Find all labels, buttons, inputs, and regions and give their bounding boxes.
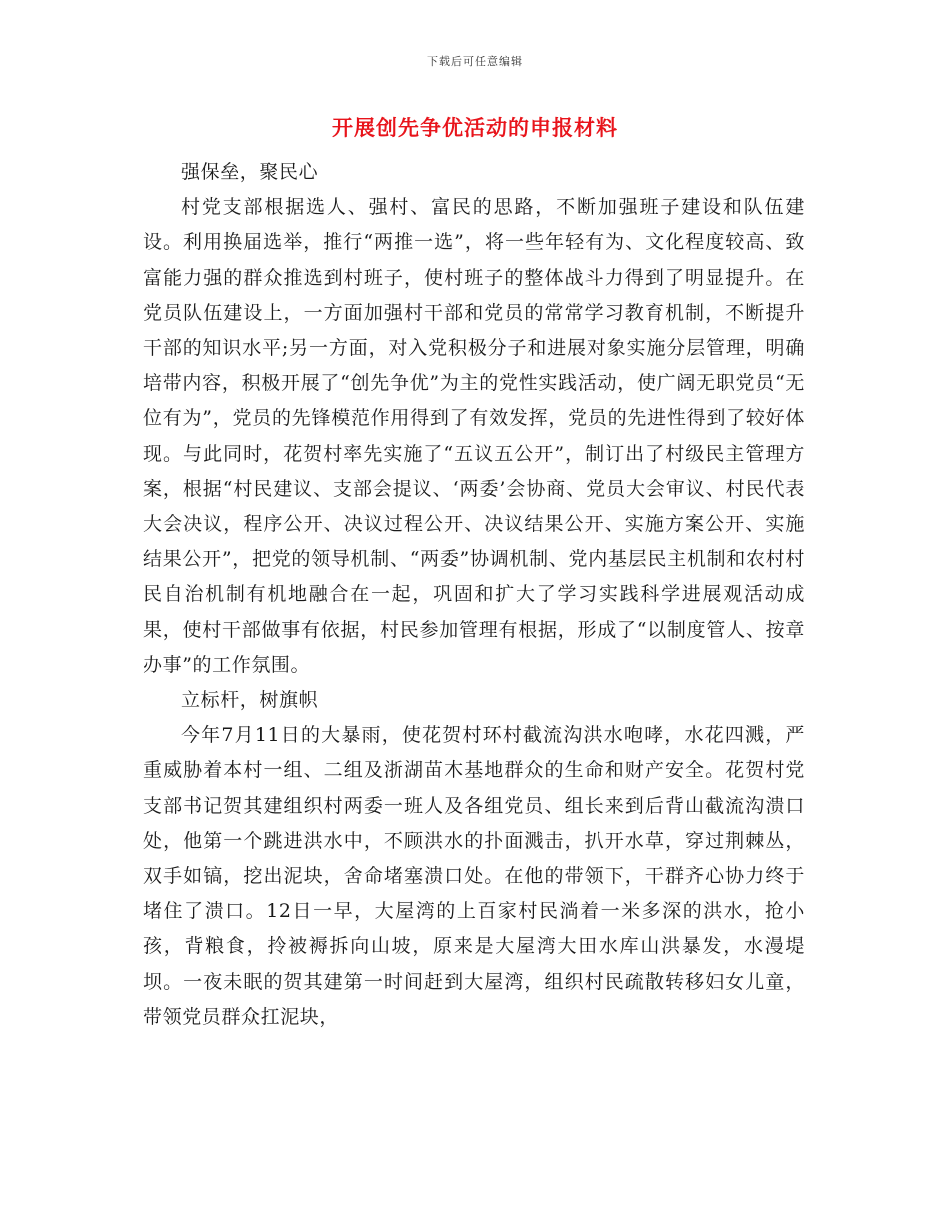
section-paragraph: 村党支部根据选人、强村、富民的思路，不断加强班子建设和队伍建设。利用换届选举，推行“两推一选”，将一些年轻有为、文化程度较高、致富能力强的群众推选到村班子，使村班子的整体战斗力得到了明显提升。在党员队伍建设上，一方面加强村干部和党员的常常学习教育机制，不断提升干部的知识水平;另一方面，对入党积极分子和进展对象实施分层管理，明确培带内容，积极开展了“创先争优”为主的党性实践活动，使广阔无职党员“无位有为”，党员的先锋模范作用得到了有效发挥，党员的先进性得到了较好体现。与此同时，花贺村率先实施了“五议五公开”，制订出了村级民主管理方案，根据“村民建议、支部会提议、‘两委’会协商、党员大会审议、村民代表大会决议，程序公开、决议过程公开、决议结果公开、实施方案公开、实施结果公开”，把党的领导机制、“两委”协调机制、党内基层民主机制和农村村民自治机制有机地融合在一起，巩固和扩大了学习实践科学进展观活动成果，使村干部做事有依据，村民参加管理有根据，形成了“以制度管人、按章办事”的工作氛围。 — [143, 196, 805, 676]
section-paragraph: 今年7月11日的大暴雨，使花贺村环村截流沟洪水咆哮，水花四溅，严重威胁着本村一组、二组及浙湖苗木基地群众的生命和财产安全。花贺村党支部书记贺其建组织村两委一班人及各组党员、组长来到后背山截流沟溃口处，他第一个跳进洪水中，不顾洪水的扑面溅击，扒开水草，穿过荆棘丛，双手如镐，挖出泥块，舍命堵塞溃口处。在他的带领下，干群齐心协力终于堵住了溃口。12日一早，大屋湾的上百家村民淌着一米多深的洪水，抢小孩，背粮食，拎被褥拆向山坡，原来是大屋湾大田水库山洪暴发，水漫堤坝。一夜未眠的贺其建第一时间赶到大屋湾，组织村民疏散转移妇女儿童，带领党员群众扛泥块， — [143, 724, 805, 1028]
document-body — [143, 155, 805, 1035]
section-heading: 强保垒，聚民心 — [181, 161, 319, 183]
section-heading: 立标杆，树旗帜 — [181, 689, 319, 712]
document-title: 开展创先争优活动的申报材料 — [332, 116, 618, 140]
header-note: 下载后可任意编辑 — [427, 55, 523, 68]
